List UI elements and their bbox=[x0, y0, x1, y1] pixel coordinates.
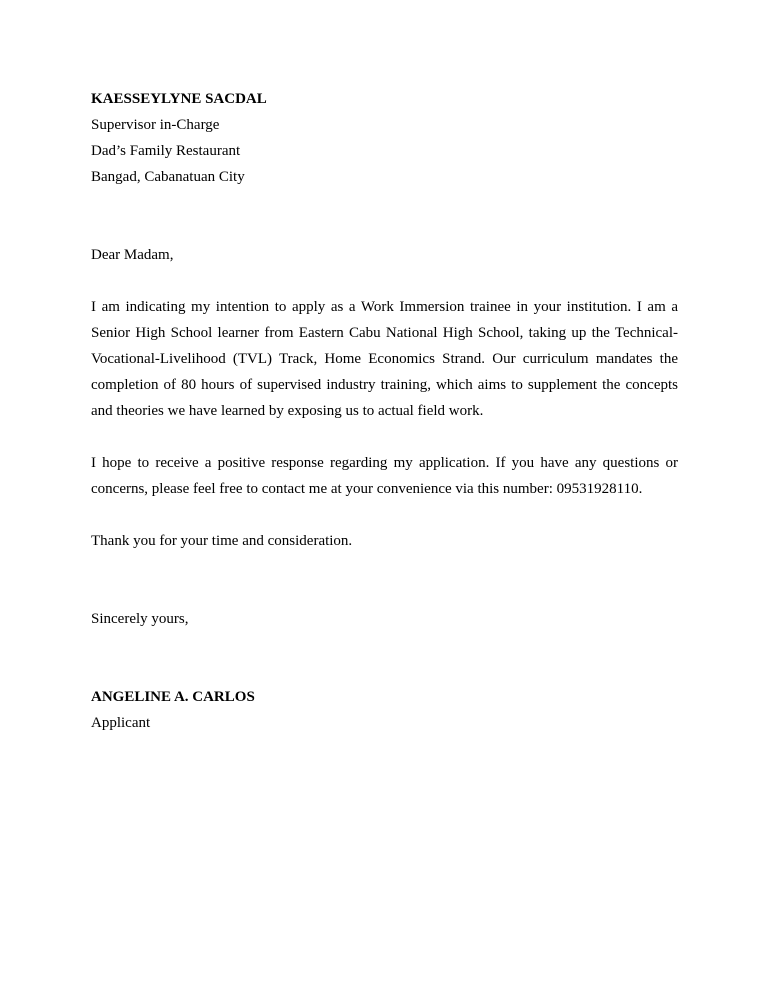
spacer bbox=[91, 268, 678, 294]
salutation: Dear Madam, bbox=[91, 247, 174, 263]
body-paragraph-1: I am indicating my intention to apply as a Work Immersion trainee in your institution. I am a Senior High School learner from Eastern Cabu National High School, taking up the Technical-Vocational-Livelihood (TVL) Track, Home Economics Strand. Our curriculum mandates the completion of 80 hours of supervised industry training, which aims to supplement the concepts and theories we have learned by exposing us to actual field work. bbox=[91, 299, 678, 419]
signature-title: Applicant bbox=[91, 715, 151, 731]
body-paragraph-2: I hope to receive a positive response regarding my application. If you have any questions or concerns, please feel free to contact me at your convenience via this number: 09531928110. bbox=[91, 455, 678, 497]
recipient-block bbox=[91, 86, 678, 190]
spacer bbox=[91, 190, 678, 242]
recipient-title: Supervisor in-Charge bbox=[91, 117, 220, 133]
recipient-name: KAESSEYLYNE SACDAL bbox=[91, 91, 267, 107]
signature-name: ANGELINE A. CARLOS bbox=[91, 689, 255, 705]
closing: Sincerely yours, bbox=[91, 611, 189, 627]
spacer bbox=[91, 502, 678, 528]
signature-block bbox=[91, 684, 678, 736]
recipient-address: Bangad, Cabanatuan City bbox=[91, 169, 245, 185]
spacer bbox=[91, 554, 678, 606]
spacer bbox=[91, 632, 678, 684]
spacer bbox=[91, 424, 678, 450]
body-paragraph-3: Thank you for your time and consideration. bbox=[91, 533, 353, 549]
recipient-company: Dad’s Family Restaurant bbox=[91, 143, 241, 159]
